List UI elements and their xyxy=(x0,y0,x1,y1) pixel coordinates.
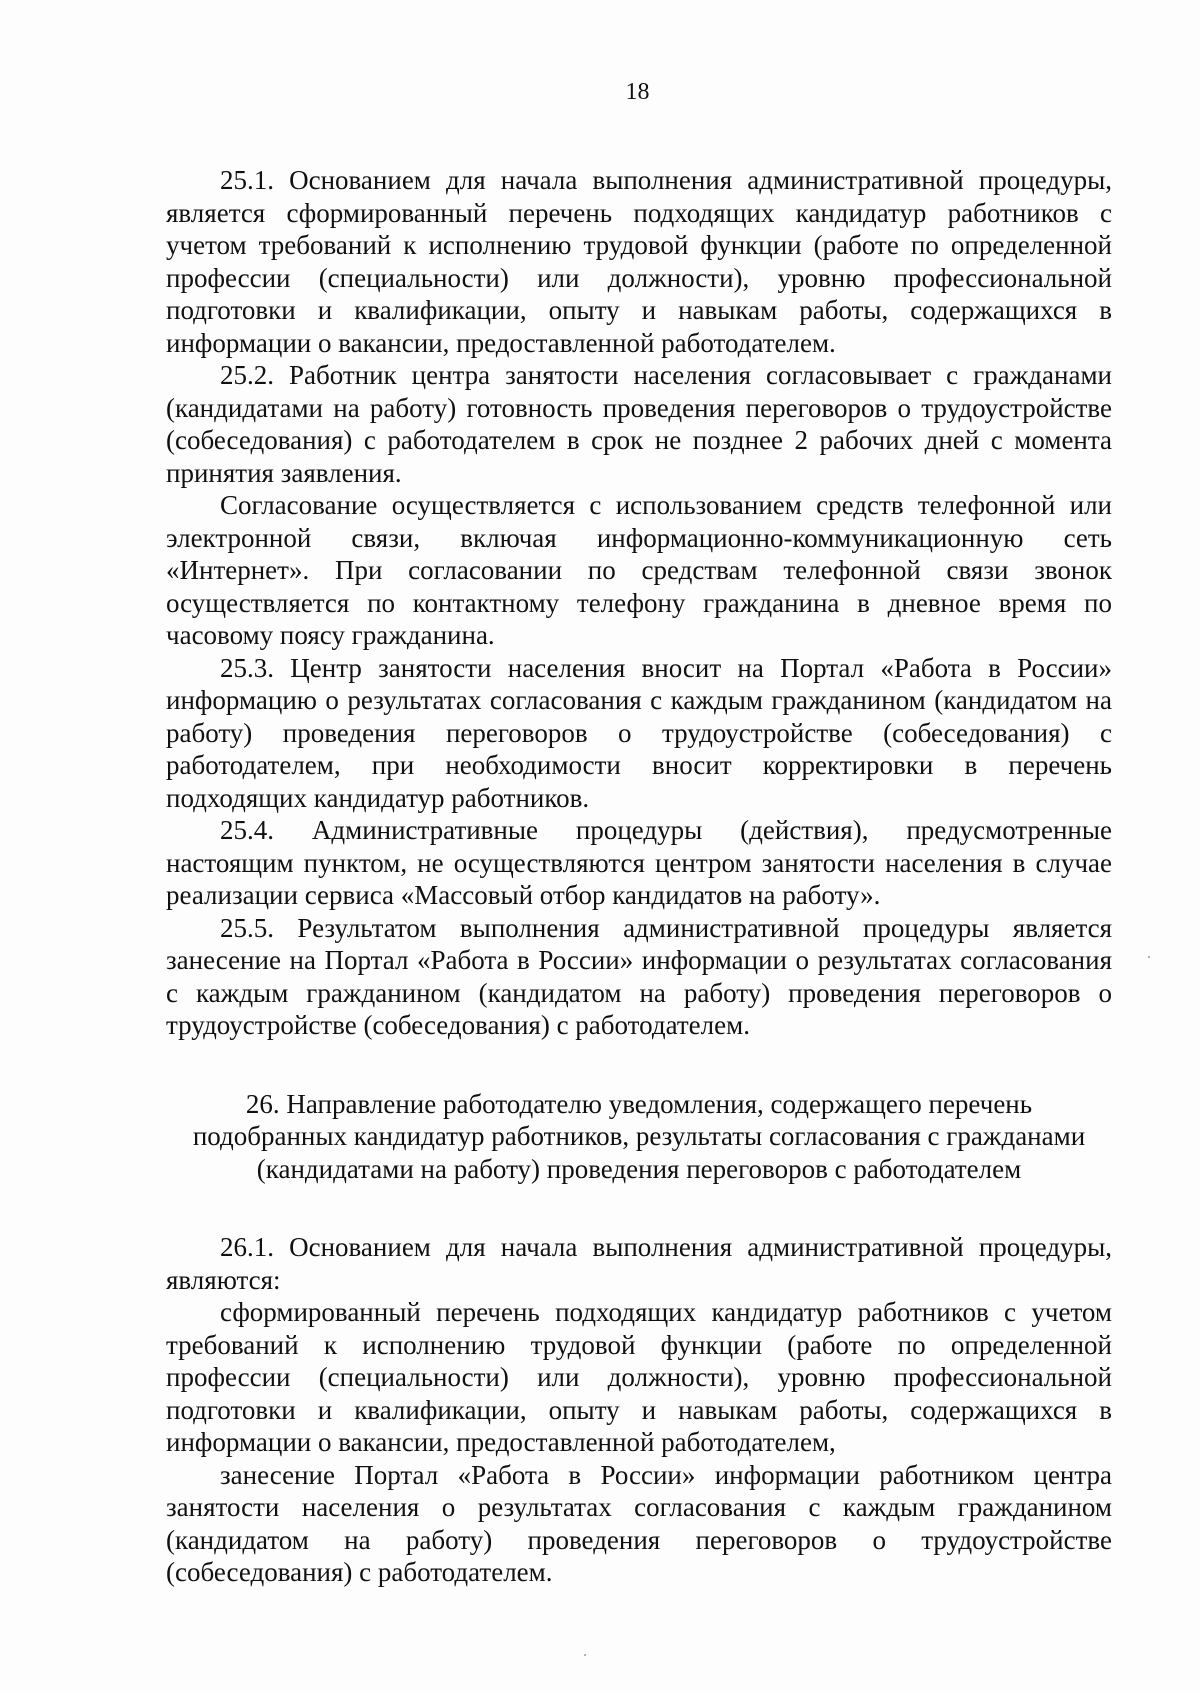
paragraph-25-5: 25.5. Результатом выполнения административной процедуры является занесение на Портал «Работа в России» информации о результатах согласования с каждым гражданином (кандидатом на работу) проведения переговоров о трудоустройстве (собеседования) с работодателем. xyxy=(166,912,1112,1040)
document-body xyxy=(166,164,1112,1589)
paragraph-25-4: 25.4. Административные процедуры (действия), предусмотренные настоящим пунктом, не осуществляются центром занятости населения в случае реализации сервиса «Массовый отбор кандидатов на работу». xyxy=(166,815,1112,910)
paragraph-26-1-list-item: занесение Портал «Работа в России» информации работником центра занятости населения о результатах согласования с каждым гражданином (кандидатом на работу) проведения переговоров о трудоустройстве (собеседования) с работодателем. xyxy=(166,1459,1112,1587)
paragraph-26-1-list-item: сформированный перечень подходящих кандидатур работников с учетом требований к исполнению трудовой функции (работе по определенной профессии (специальности) или должности), уровню профессиональной подготовки и квалификации, опыту и навыкам работы, содержащихся в информации о вакансии, предоставленной работодателем, xyxy=(166,1297,1112,1457)
paragraph-25-3: 25.3. Центр занятости населения вносит на Портал «Работа в России» информацию о результатах согласования с каждым гражданином (кандидатом на работу) проведения переговоров о трудоустройстве (собеседования) с работодателем, при необходимости вносит корректировки в перечень подходящих кандидатур работников. xyxy=(166,652,1112,813)
paragraph-25-2: 25.2. Работник центра занятости населения согласовывает с гражданами (кандидатами на работу) готовность проведения переговоров о трудоустройстве (собеседования) с работодателем в срок не позднее 2 рабочих дней с момента принятия заявления. xyxy=(166,360,1112,488)
paragraph-25-2-agreement: Согласование осуществляется с использованием средств телефонной или электронной связи, включая информационно-коммуникационную сеть «Интернет». При согласовании по средствам телефонной связи звонок осуществляется по контактному телефону гражданина в дневное время по часовому поясу гражданина. xyxy=(166,490,1112,650)
paragraph-25-1: 25.1. Основанием для начала выполнения административной процедуры, является сформированный перечень подходящих кандидатур работников с учетом требований к исполнению трудовой функции (работе по определенной профессии (специальности) или должности), уровню профессиональной подготовки и квалификации, опыту и навыкам работы, содержащихся в информации о вакансии, предоставленной работодателем. xyxy=(166,165,1112,358)
section-heading-line: (кандидатами на работу) проведения переговоров с работодателем xyxy=(256,1153,1022,1184)
paragraph-26-1: 26.1. Основанием для начала выполнения административной процедуры, являются: xyxy=(166,1232,1112,1295)
section-heading-line: 26. Направление работодателю уведомления, содержащего перечень xyxy=(245,1088,1033,1119)
scan-speck xyxy=(1148,956,1150,958)
section-heading-26 xyxy=(166,1088,1112,1186)
section-heading-line: подобранных кандидатур работников, результаты согласования с гражданами xyxy=(192,1121,1086,1151)
page-number: 18 xyxy=(625,79,650,105)
scan-speck xyxy=(584,1654,586,1656)
